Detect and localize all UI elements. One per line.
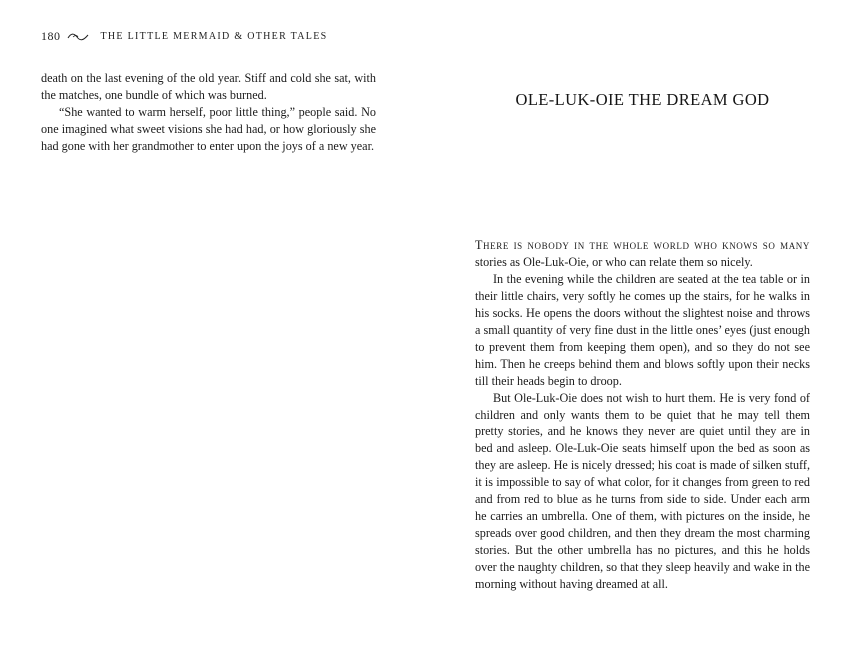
page-number: 180 <box>41 29 61 43</box>
running-head <box>41 29 327 44</box>
book-title: THE LITTLE MERMAID & OTHER TALES <box>100 31 328 42</box>
paragraph: “She wanted to warm herself, poor little thing,” people said. No one imagined what sweet visions she had had, or how gloriously she had gone with her grandmother to enter upon the joys of a new year. <box>41 105 376 153</box>
paragraph: But Ole-Luk-Oie does not wish to hurt them. He is very fond of children and only wants them to be quiet that he may tell them pretty stories, and he knows they never are quiet until they are in bed and asleep. Ole-Luk-Oie seats himself upon the bed as soon as they are asleep. He is nicely dressed; his coat is made of silken stuff, it is impossible to say of what color, for it changes from green to red and from red to blue as he turns from side to side. Under each arm he carries an umbrella. One of them, with pictures on the inside, he spreads over good children, and then they dream the most charming stories. But the other umbrella has no pictures, and this he holds over the naughty children, so that they sleep heavily and wake in the morning without having dreamed at all. <box>475 390 810 592</box>
paragraph: death on the last evening of the old year. Stiff and cold she sat, with the matches, one bundle of which was burned. <box>41 71 376 102</box>
chapter-title: OLE-LUK-OIE THE DREAM GOD <box>515 90 770 109</box>
right-page-body <box>475 237 810 593</box>
swash-ornament-icon <box>67 32 89 42</box>
opening-rest: stories as Ole-Luk-Oie, or who can relate them so nicely. <box>475 254 753 269</box>
paragraph: In the evening while the children are seated at the tea table or in their little chairs, very softly he comes up the stairs, for he walks in his socks. He opens the doors without the slightest noise and throws a small quantity of very fine dust in the little ones’ eyes (just enough to prevent them from keeping them open), and so they do not see him. Then he creeps behind them and blows softly upon their necks till their heads begin to droop. <box>475 271 810 388</box>
left-page-body <box>41 70 376 155</box>
opening-paragraph <box>475 237 810 271</box>
opening-small-caps: There is nobody in the whole world who knows so many <box>475 238 810 252</box>
